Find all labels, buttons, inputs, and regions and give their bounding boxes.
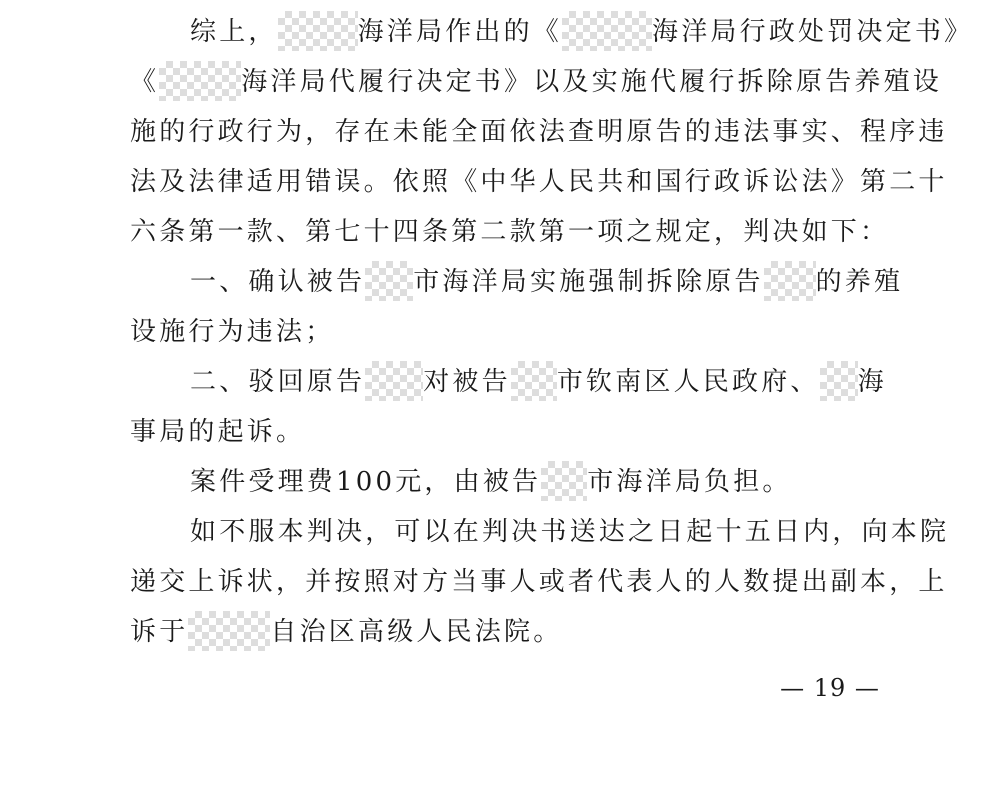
page-number: — 19 — xyxy=(780,674,880,702)
text-segment: 对被告 xyxy=(423,367,511,397)
redaction-mosaic xyxy=(541,461,587,501)
text-segment: 市海洋局实施强制拆除原告 xyxy=(413,267,764,297)
text-segment: 海洋局代履行决定书》以及实施代履行拆除原告养殖设 xyxy=(241,67,943,97)
redaction-mosaic xyxy=(820,361,858,401)
text-segment: 事局的起诉。 xyxy=(130,417,306,447)
text-segment: 的养殖 xyxy=(815,267,904,297)
paragraph-line xyxy=(130,212,890,252)
paragraph-line xyxy=(190,12,974,52)
redaction-mosaic xyxy=(278,11,358,51)
text-segment: 诉于 xyxy=(130,617,189,647)
paragraph-line xyxy=(130,162,948,202)
paragraph-line xyxy=(130,412,890,452)
judgment-item-1 xyxy=(190,262,904,302)
text-segment: 设施行为违法； xyxy=(130,317,335,347)
text-segment: 海 xyxy=(857,367,887,397)
paragraph-line xyxy=(130,612,890,652)
redaction-mosaic xyxy=(365,361,423,401)
text-segment: 市海洋局负担。 xyxy=(587,467,792,497)
text-segment: 海洋局作出的《 xyxy=(357,17,563,47)
redaction-mosaic xyxy=(511,361,557,401)
text-segment: 二、驳回原告 xyxy=(190,367,366,397)
text-segment: 六条第一款、第七十四条第二款第一项之规定，判决如下： xyxy=(130,217,890,247)
text-segment: 如不服本判决，可以在判决书送达之日起十五日内，向本院 xyxy=(190,517,950,547)
paragraph-line xyxy=(130,312,890,352)
text-segment: 法及法律适用错误。依照《中华人民共和国行政诉讼法》第二十 xyxy=(130,167,948,197)
paragraph-line xyxy=(130,62,943,102)
text-segment: 综上， xyxy=(190,17,278,47)
text-segment: 海洋局行政处罚决定书》 xyxy=(652,17,974,47)
text-segment: 《 xyxy=(130,67,160,97)
redaction-mosaic xyxy=(764,261,816,301)
text-segment: 一、确认被告 xyxy=(190,267,366,297)
text-segment: 自治区高级人民法院。 xyxy=(270,617,563,647)
judgment-item-2 xyxy=(190,362,890,402)
paragraph-line xyxy=(190,512,950,552)
redaction-mosaic xyxy=(365,261,413,301)
text-segment: 递交上诉状，并按照对方当事人或者代表人的人数提出副本，上 xyxy=(130,567,948,597)
redaction-mosaic xyxy=(188,611,270,651)
fee-line xyxy=(190,462,890,502)
paragraph-line xyxy=(130,562,948,602)
text-segment: 市钦南区人民政府、 xyxy=(556,367,820,397)
paragraph-line xyxy=(130,112,948,152)
text-segment: 案件受理费100元，由被告 xyxy=(190,467,542,497)
redaction-mosaic xyxy=(562,11,652,51)
text-segment: 施的行政行为，存在未能全面依法查明原告的违法事实、程序违 xyxy=(130,117,948,147)
redaction-mosaic xyxy=(159,61,241,101)
